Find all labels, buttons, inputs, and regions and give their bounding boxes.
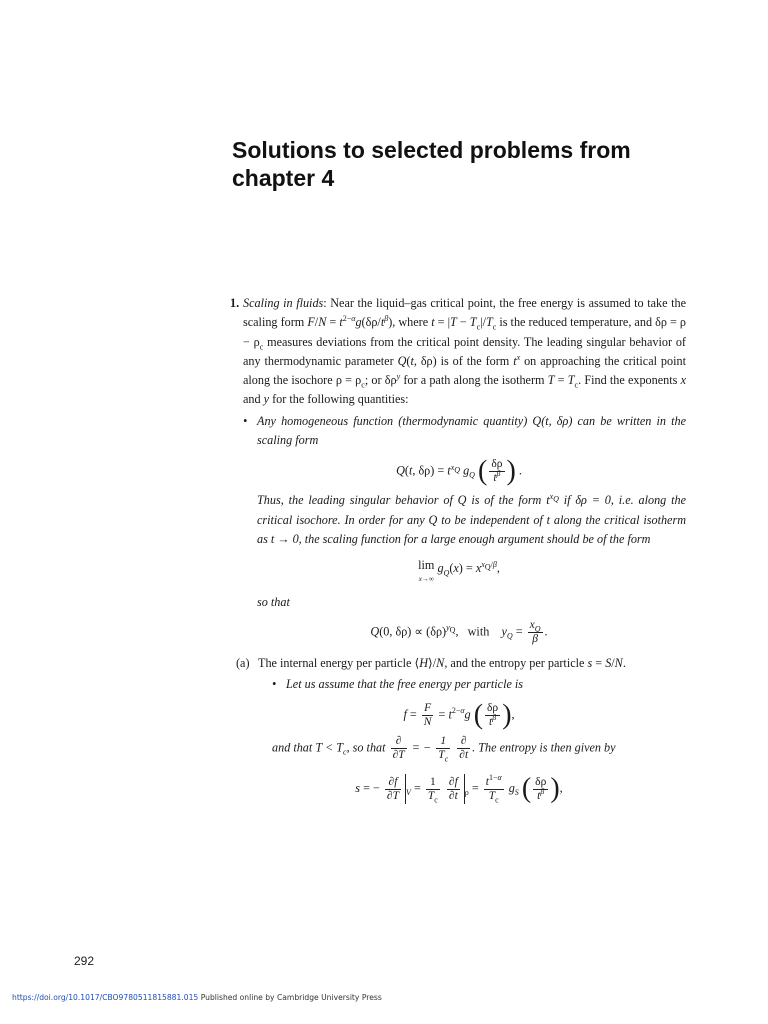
problem-lead: Scaling in fluids: [243, 296, 324, 310]
problem-statement: Scaling in fluids: Near the liquid–gas critical point, the free energy is assumed to take the scaling form $F/N = t^{2-\alpha}g(\delta\rho/t^\beta)$, where $t = |T - T_c|/T_c$ is the reduced temperature, and $\delta\rho = \rho - \rho_c$ measures deviations from the critical point density. The leading singular behavior of any thermodynamic parameter Q(t, δρ) is of the form $t^x$ on approaching the critical point along the isochore $\rho = \rho_c$; or $\delta\rho^y$ for a path along the isotherm $T = T_c$. Find the exponents x and y for the following quantities:: [243, 296, 686, 407]
footer: [12, 993, 382, 1002]
problem-number: 1.: [230, 296, 240, 310]
equation-entropy: s = − $\frac{\partial f}{\partial T}$ $_V$ = $\frac{1}{T_c}$ $\frac{\partial f}{\partial t}$ $_\rho$ = $\frac{t^{1-\alpha}}{T_c}$ $g_S$ ( $\frac{\delta\rho}{t^\beta}$ ),: [355, 772, 563, 805]
part-a-label: (a): [236, 655, 250, 670]
paragraph-thus: Thus, the leading singular behavior of Q is of the form $t^{x_Q}$ if δρ = 0, i.e. along the critical isochore. In order for any Q to be independent of t along the critical isotherm as t → 0, the scaling function for a large enough argument should be of the form: [257, 492, 687, 546]
equation-scaling-form: Q(t, $\delta\rho) = t^{x_Q}$ $g_Q$ ( $\frac{\delta\rho}{t^\beta}$ ) .: [396, 455, 522, 487]
published-text: Published online by Cambridge University Press: [200, 993, 382, 1002]
chapter-title: Solutions to selected problems from chapter 4: [232, 137, 631, 191]
problem-1: [232, 294, 686, 804]
page-number: 292: [74, 954, 95, 968]
paragraph-derivative: and that $T < T_c$, so that $\frac{\partial}{\partial T}$ = − $\frac{1}{T_c}$ $\frac{\partial}{\partial t}$ . The entropy is then given by: [272, 735, 616, 764]
equation-free-energy: f = $\frac{F}{N}$ = $t^{2-\alpha}g$ ( $\frac{\delta\rho}{t^\beta}$ ),: [403, 699, 515, 731]
part-a: [232, 654, 686, 673]
part-a-bullet: • Let us assume that the free energy per particle is: [272, 675, 686, 694]
with-text: with: [467, 623, 490, 638]
so-that-text: so that: [257, 595, 290, 610]
equation-limit: lim x→∞ $g_Q(x) = x^{x_Q/\beta}$,: [418, 558, 500, 584]
part-a-text: The internal energy per particle ⟨H⟩/N, and the entropy per particle s = S/N.: [258, 655, 626, 670]
exponent-y: y: [263, 392, 270, 407]
equation-isotherm: Q(0, $\delta\rho) \propto (\delta\rho)^{y_Q}$, with $y_Q$ = $\frac{x_Q}{\beta}$ .: [370, 618, 548, 645]
doi-link[interactable]: https://doi.org/10.1017/CBO9780511815881.015: [12, 993, 199, 1002]
bullet-homogeneous: • Any homogeneous function (thermodynamic quantity) Q(t, δρ) can be written in the scaling form: [243, 412, 686, 451]
exponent-x: x: [680, 373, 686, 388]
